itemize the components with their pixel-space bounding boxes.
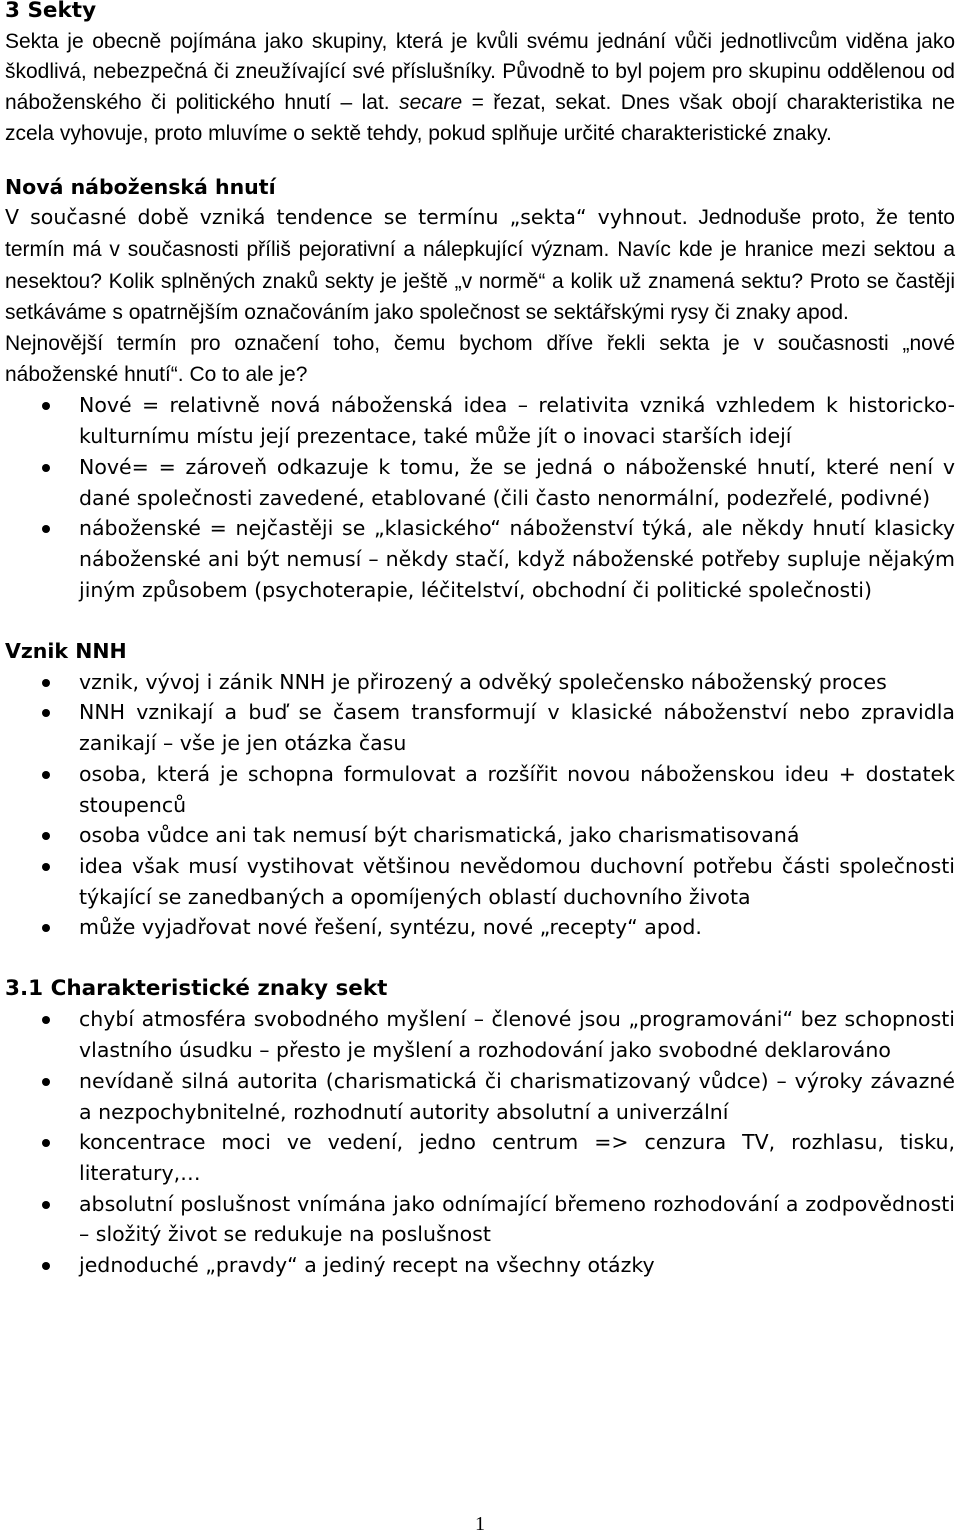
bullet-icon	[42, 1016, 50, 1024]
bullet-icon	[42, 709, 50, 717]
bullet-icon	[42, 1139, 50, 1147]
list-item: může vyjadřovat nové řešení, syntézu, nové „recepty“ apod.	[5, 912, 955, 943]
nnh-paragraph-1	[5, 202, 955, 329]
intro-text-a: Sekta je obecně pojímána jako skupiny, která je kvůli svému jednání vůči jednotlivcům viděna jako škodlivá, nebezpečná či zneužívající své příslušníky. Původně to byl pojem pro skupinu oddělenou od náboženského či politického hnutí – lat.	[5, 29, 955, 115]
list-item: jednoduché „pravdy“ a jediný recept na všechny otázky	[5, 1250, 955, 1281]
list-item: chybí atmosféra svobodného myšlení – členové jsou „programováni“ bez schopnosti vlastního úsudku – přesto je myšlení a rozhodování jako svobodné deklarováno	[5, 1004, 955, 1065]
bullet-icon	[42, 771, 50, 779]
bullet-icon	[42, 1201, 50, 1209]
list-item: osoba, která je schopna formulovat a rozšířit novou náboženskou ideu + dostatek stoupenců	[5, 759, 955, 820]
bullet-icon	[42, 1262, 50, 1270]
list-item: koncentrace moci ve vedení, jedno centrum => cenzura TV, rozhlasu, tisku, literatury,…	[5, 1127, 955, 1188]
list-item: idea však musí vystihovat většinou nevědomou duchovní potřebu části společnosti týkající se zanedbaných a opomíjených oblastí duchovního života	[5, 851, 955, 912]
document-page	[5, 0, 955, 1281]
list-item: osoba vůdce ani tak nemusí být charismatická, jako charismatisovaná	[5, 820, 955, 851]
bullet-icon	[42, 525, 50, 533]
znaky-heading: 3.1 Charakteristické znaky sekt	[5, 975, 388, 1001]
intro-paragraph	[5, 27, 955, 150]
nnh-paragraph-2: Nejnovější termín pro označení toho, čemu bychom dříve řekli sekta je v současnosti „nové náboženské hnutí“. Co to ale je?	[5, 332, 955, 386]
bullet-icon	[42, 402, 50, 410]
page-number: 1	[475, 1513, 485, 1535]
bullet-icon	[42, 464, 50, 472]
list-item: Nové= = zároveň odkazuje k tomu, že se jedná o náboženské hnutí, které není v dané společnosti zavedené, etablované (čili často nenormální, podezřelé, podivné)	[5, 452, 955, 513]
nnh-text-part2: Jednoduše proto, že tento termín má v současnosti příliš pejorativní a nálepkující význam.	[5, 206, 955, 261]
vznik-bullet-list	[5, 667, 955, 943]
nnh-heading: Nová náboženská hnutí	[5, 174, 276, 199]
list-item: NNH vznikají a buď se časem transformují v klasické náboženství nebo zpravidla zanikají – vše je jen otázka času	[5, 697, 955, 758]
znaky-bullet-list	[5, 1004, 955, 1280]
list-item: absolutní poslušnost vnímána jako odnímající břemeno rozhodování a zodpovědnosti – složitý život se redukuje na poslušnost	[5, 1189, 955, 1250]
bullet-icon	[42, 679, 50, 687]
list-item: nevídaně silná autorita (charismatická či charismatizovaný vůdce) – výroky závazné a nezpochybnitelné, rozhodnutí autority absolutní a univerzální	[5, 1066, 955, 1127]
nnh-text-part1: V současné době vzniká tendence se termínu „sekta“ vyhnout.	[5, 205, 689, 230]
bullet-icon	[42, 924, 50, 932]
list-item: vznik, vývoj i zánik NNH je přirozený a odvěký společensko náboženský proces	[5, 667, 955, 698]
nnh-bullet-list	[5, 390, 955, 605]
intro-latin-term: secare	[399, 91, 463, 115]
bullet-icon	[42, 1078, 50, 1086]
nnh-text-part3: Navíc kde je hranice mezi sektou a nesektou? Kolik splněných znaků sekty je ještě „v normě“ a kolik už znamená sektu? Proto se častěji setkáváme s opatrnějším označováním jako společnost se sektářskými rysy či znaky apod.	[5, 237, 955, 325]
bullet-icon	[42, 832, 50, 840]
bullet-icon	[42, 863, 50, 871]
list-item: náboženské = nejčastěji se „klasického“ náboženství týká, ale někdy hnutí klasicky náboženské ani být nemusí – někdy stačí, když náboženské potřeby supluje nějakým jiným způsobem (psychoterapie, léčitelství, obchodní či politické společnosti)	[5, 513, 955, 605]
section-title: 3 Sekty	[5, 0, 97, 23]
intro-text-b: = řezat, sekat. Dnes však obojí charakteristika ne zcela vyhovuje, proto mluvíme o sektě tehdy, pokud splňuje určité charakteristické znaky.	[5, 91, 955, 145]
list-item: Nové = relativně nová náboženská idea – relativita vzniká vzhledem k historicko-kulturnímu místu její prezentace, také může jít o inovaci starších idejí	[5, 390, 955, 451]
vznik-heading: Vznik NNH	[5, 639, 127, 664]
